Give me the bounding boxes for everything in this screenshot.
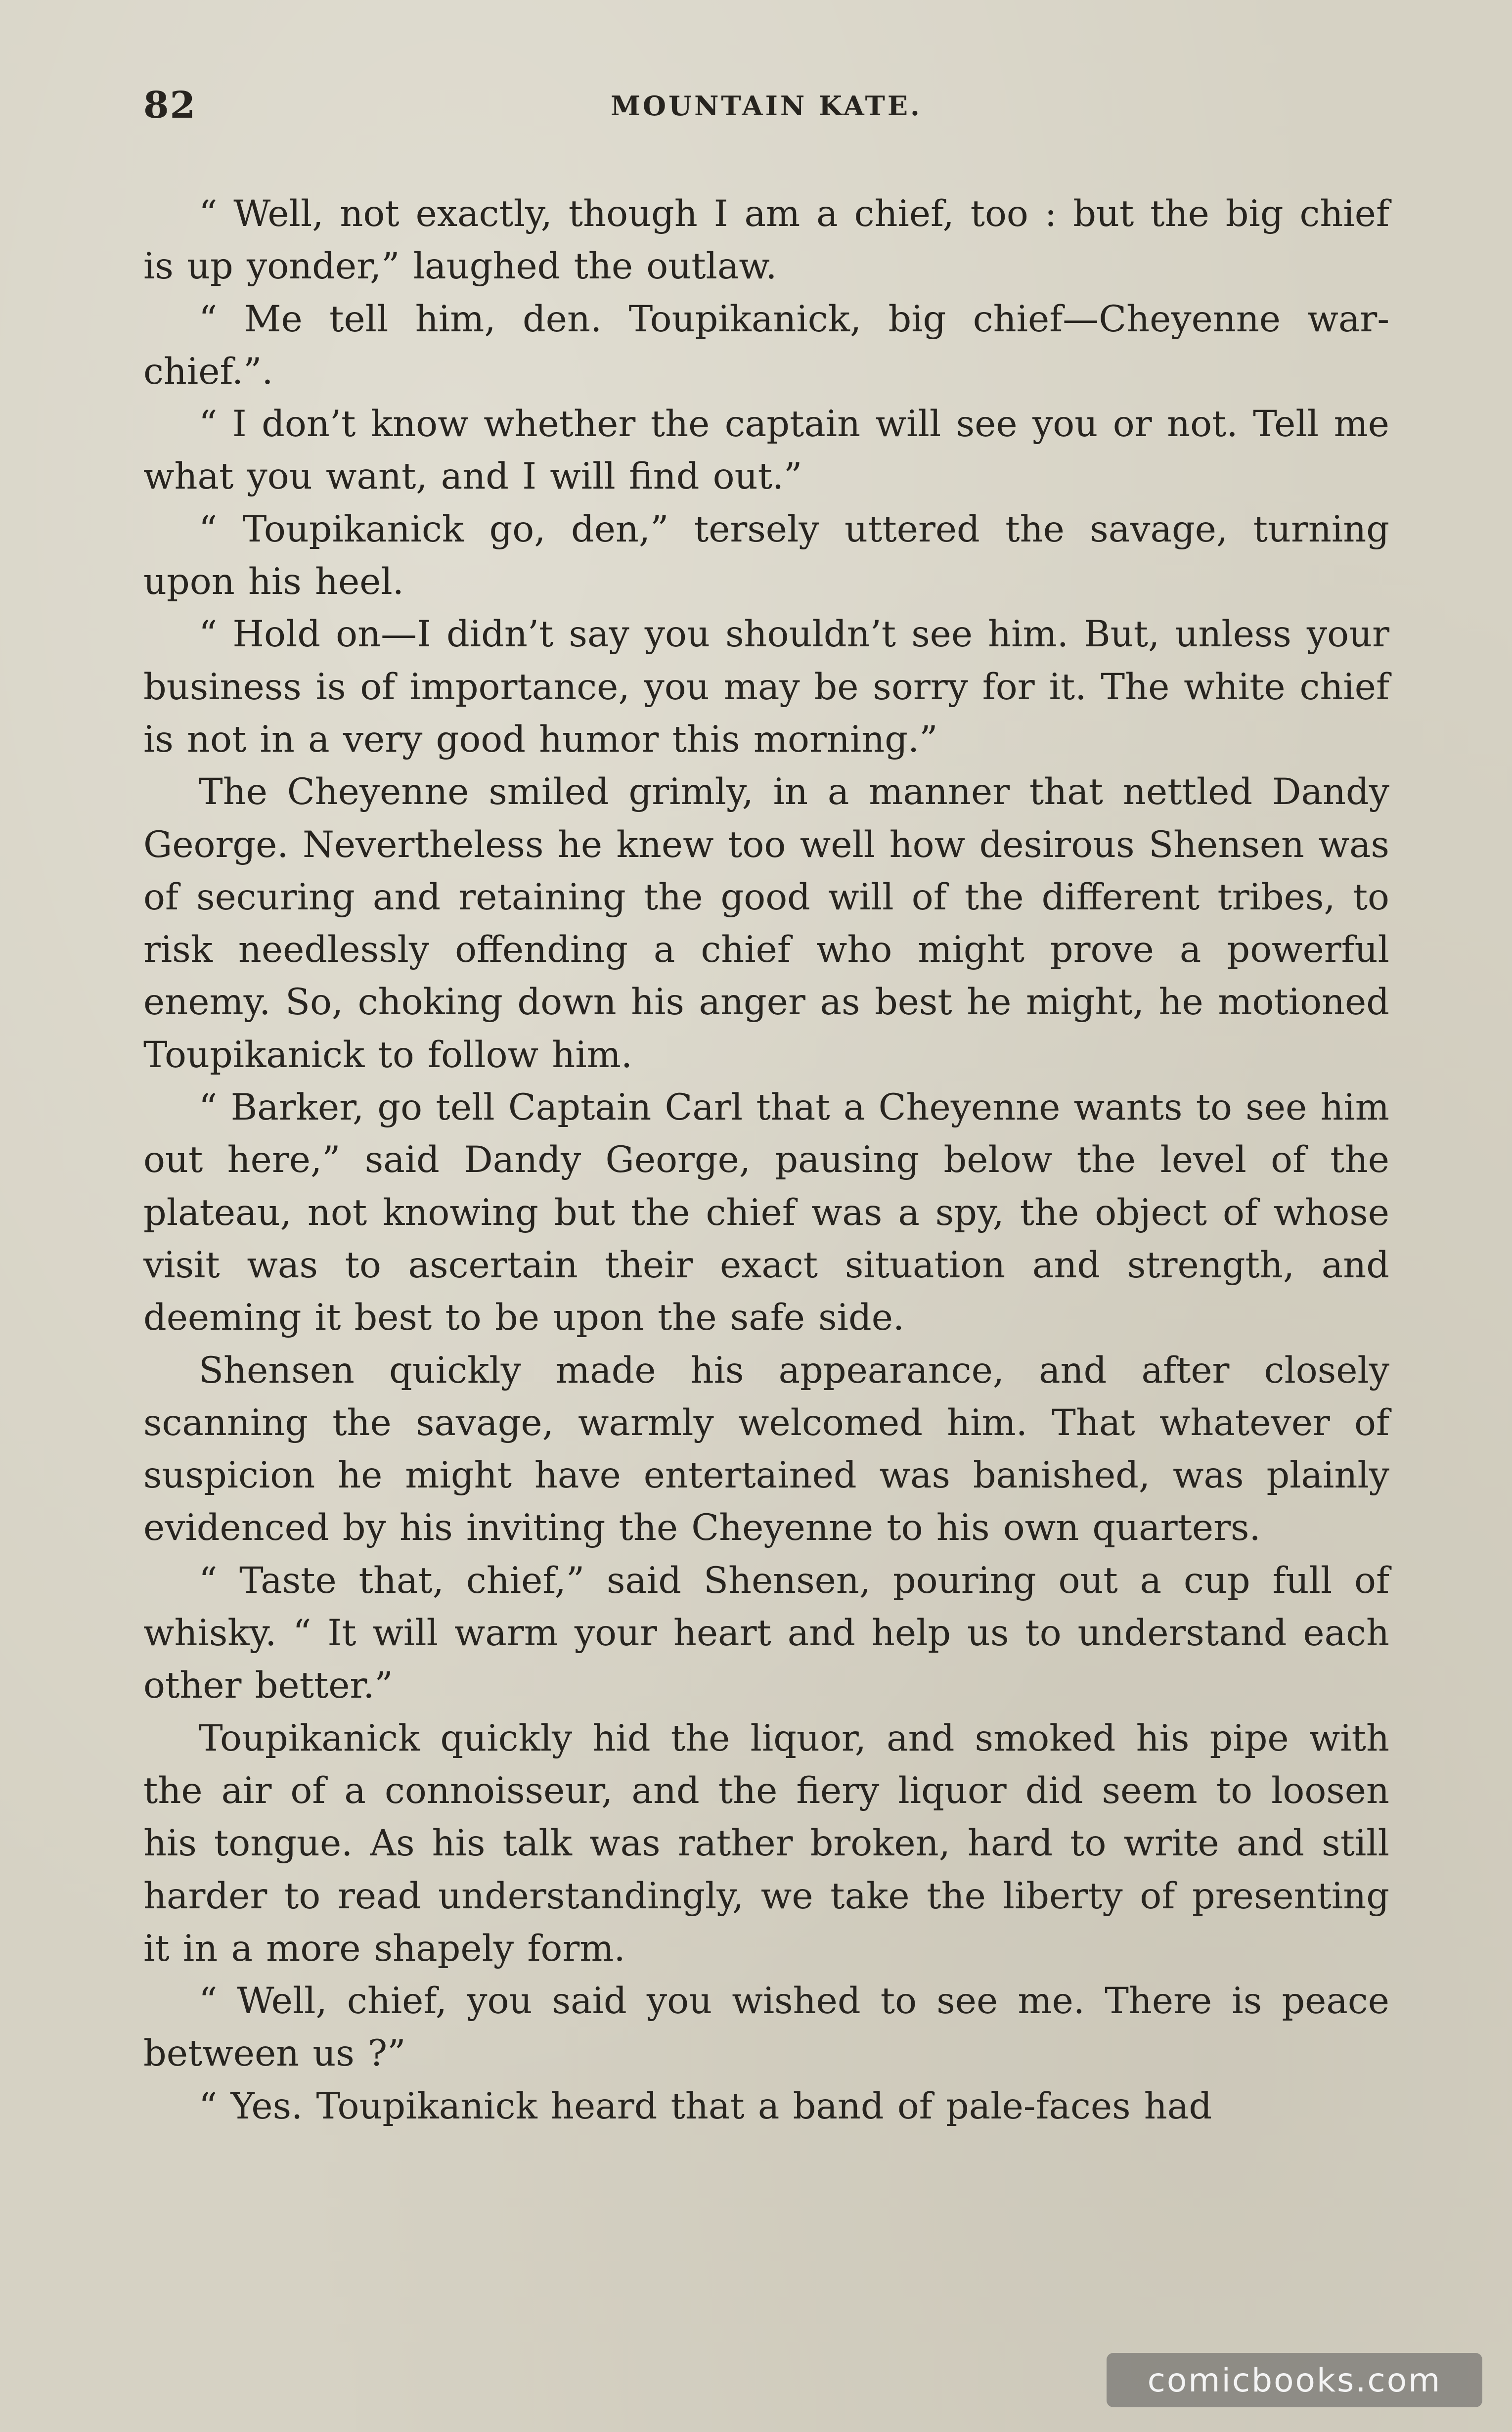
paragraph: “ Well, chief, you said you wished to see me. There is peace between us ?” [143,1980,1389,2075]
running-title: MOUNTAIN KATE. [611,90,922,122]
paragraph: Shensen quickly made his appearance, and after closely scanning the savage, warmly welcomed him. That whatever of suspicion he might have entertained was banished, was plainly evidenced by his inviting the Cheyenne to his own quarters. [143,1349,1389,1549]
paragraph: “ Toupikanick go, den,” tersely uttered the savage, turning upon his heel. [143,508,1389,603]
paragraph: “ Me tell him, den. Toupikanick, big chief—Cheyenne war-chief.”. [143,298,1389,393]
body-text [143,188,1389,2133]
page-number: 82 [143,84,196,127]
paragraph: Toupikanick quickly hid the liquor, and smoked his pipe with the air of a connoisseur, and the fiery liquor did seem to loosen his tongue. As his talk was rather broken, hard to write and still harder to read understandingly, we take the liberty of presenting it in a more shapely form. [143,1717,1389,1970]
paragraph: “ I don’t know whether the captain will see you or not. Tell me what you want, and I will find out.” [143,403,1389,498]
paragraph: “ Hold on—I didn’t say you shouldn’t see him. But, unless your business is of importance, you may be sorry for it. The white chief is not in a very good humor this morning.” [143,613,1389,761]
paragraph: “ Barker, go tell Captain Carl that a Cheyenne wants to see him out here,” said Dandy George, pausing below the level of the plateau, not knowing but the chief was a spy, the object of whose visit was to ascertain their exact situation and strength, and deeming it best to be upon the safe side. [143,1086,1389,1339]
paragraph: “ Well, not exactly, though I am a chief, too : but the big chief is up yonder,” laughed the outlaw. [143,193,1389,288]
paragraph: “ Taste that, chief,” said Shensen, pouring out a cup full of whisky. “ It will warm your heart and help us to understand each other better.” [143,1559,1389,1707]
paragraph: The Cheyenne smiled grimly, in a manner that nettled Dandy George. Nevertheless he knew too well how desirous Shensen was of securing and retaining the good will of the different tribes, to risk needlessly offending a chief who might prove a powerful enemy. So, choking down his anger as best he might, he motioned Toupikanick to follow him. [143,771,1389,1076]
watermark: comicbooks.com [1107,2353,1482,2407]
paragraph: “ Yes. Toupikanick heard that a band of pale-faces had [199,2085,1212,2127]
running-head [143,84,1389,138]
